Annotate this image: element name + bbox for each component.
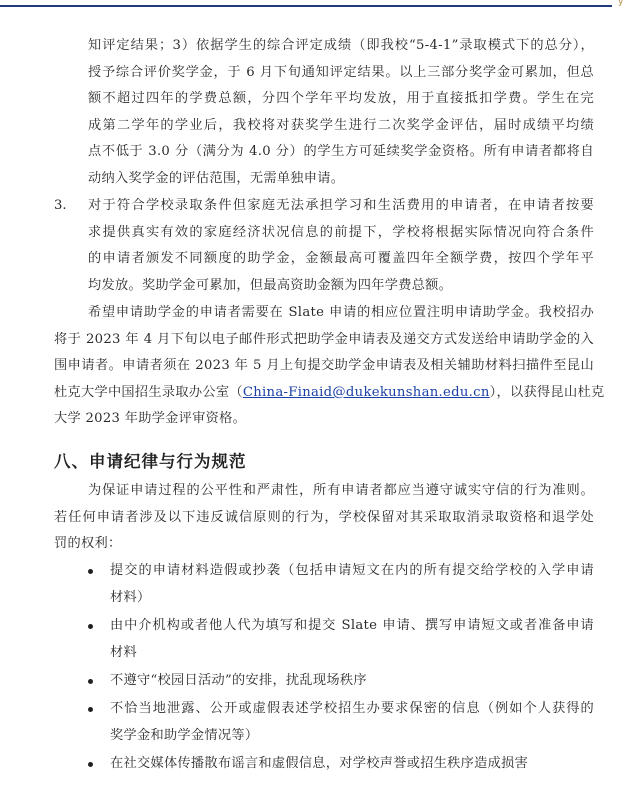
- list-item: [88, 558, 594, 611]
- text-fragment: 杜克大学中国招生录取办公室（: [54, 384, 243, 400]
- list-item: [88, 696, 594, 749]
- bullet-icon: [88, 762, 93, 767]
- list-item: [88, 751, 594, 778]
- text-line: 成第二学年的学业后，我校将对获奖学生进行二次奖学金评估，届时成绩平均绩: [88, 117, 594, 133]
- bullet-icon: [88, 624, 93, 629]
- text-line: 不遵守“校园日活动”的安排，扰乱现场秩序: [110, 673, 367, 688]
- text-line: 希望申请助学金的申请者需要在 Slate 申请的相应位置注明申请助学金。我校招办: [88, 305, 594, 320]
- text-line: 的申请者颁发不同额度的助学金，金额最高可覆盖四年全额学费，按四个学年平: [88, 251, 594, 267]
- header-logo-fragment: y: [618, 0, 624, 7]
- text-line: 提交的申请材料造假或抄袭（包括申请短文在内的所有提交给学校的入学申请: [110, 563, 594, 578]
- bullet-icon: [88, 679, 93, 684]
- text-line: 知评定结果；3）依据学生的综合评定成绩（即我校“5-4-1”录取模式下的总分），: [88, 38, 594, 53]
- text-line: 大学 2023 年助学金评审资格。: [54, 411, 247, 427]
- text-line: 材料: [110, 644, 137, 660]
- text-line: 在社交媒体传播散布谣言和虚假信息，对学校声誉或招生秩序造成损害: [110, 756, 529, 771]
- text-line: 求提供真实有效的家庭经济状况信息的前提下，学校将根据实际情况向符合条件: [88, 224, 594, 240]
- text-line: 点不低于 3.0 分（满分为 4.0 分）的学生方可延续奖学金资格。所有申请者都将自: [88, 144, 594, 160]
- section-heading: 八、申请纪律与行为规范: [54, 452, 247, 471]
- text-line: 奖学金和助学金情况等）: [110, 727, 259, 743]
- grant-application-paragraph: [54, 300, 605, 433]
- list-item: [88, 613, 594, 666]
- text-line: 授予综合评价奖学金，于 6 月下旬通知评定结果。以上三部分奖学金可累加，但总: [88, 64, 594, 80]
- bullet-icon: [88, 569, 93, 574]
- text-line: 动纳入奖学金的评估范围，无需单独申请。: [88, 170, 345, 186]
- text-line: 不恰当地泄露、公开或虚假表述学校招生办要求保密的信息（例如个人获得的: [110, 701, 594, 716]
- list-item: [88, 668, 594, 695]
- grant-paragraph: [88, 193, 594, 299]
- text-line: 额不超过四年的学费总额，分四个学年平均发放，用于直接抵扣学费。学生在完: [88, 91, 594, 107]
- text-line: 将于 2023 年 4 月下旬以电子邮件形式把助学金申请表及递交方式发送给申请助学金的入: [54, 331, 594, 347]
- finaid-email-link[interactable]: China-Finaid@dukekunshan.edu.cn: [242, 384, 490, 400]
- text-line: 均发放。奖助学金可累加，但最高资助金额为四年学费总额。: [88, 277, 453, 293]
- text-line: 对于符合学校录取条件但家庭无法承担学习和生活费用的申请者，在申请者按要: [88, 198, 594, 213]
- text-line: 罚的权利：: [54, 536, 122, 552]
- text-fragment: ），以获得昆山杜克: [489, 384, 605, 400]
- header-rule: [0, 5, 612, 7]
- bullet-icon: [88, 707, 93, 712]
- list-number: 3.: [54, 198, 67, 213]
- text-line: [54, 380, 605, 407]
- scholarship-paragraph: [88, 33, 594, 193]
- text-line: 由中介机构或者他人代为填写和提交 Slate 申请、撰写申请短文或者准备申请: [110, 618, 594, 633]
- text-line: 围申请者。申请者须在 2023 年 5 月上旬提交助学金申请表及相关辅助材料扫描件至昆山: [54, 358, 594, 374]
- text-line: 若任何申请者涉及以下违反诚信原则的行为，学校保留对其采取取消录取资格和退学处: [54, 509, 594, 525]
- text-line: 材料）: [110, 589, 151, 605]
- text-line: 为保证申请过程的公平性和严肃性，所有申请者都应当遵守诚实守信的行为准则。: [88, 483, 594, 498]
- section-intro: [54, 478, 594, 558]
